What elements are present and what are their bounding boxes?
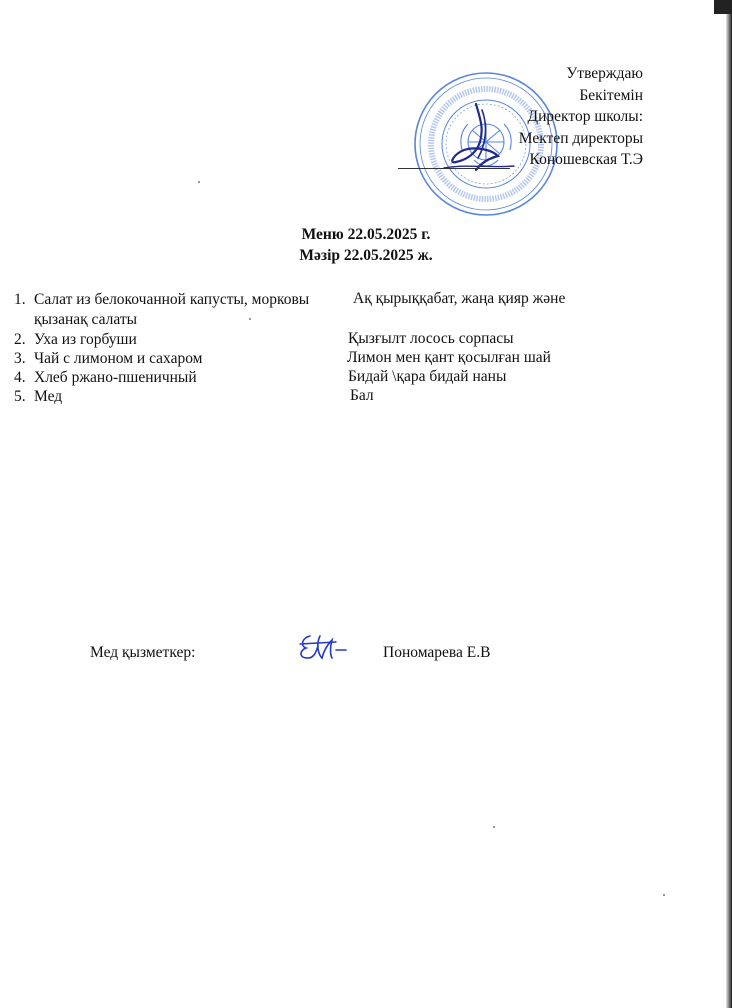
menu-item-ru	[14, 330, 137, 350]
approval-line: Бекітемін	[579, 86, 643, 104]
approval-line: Утверждаю	[566, 65, 643, 82]
scan-speck	[198, 181, 200, 183]
menu-item-text: Чай с лимоном и сахаром	[34, 350, 203, 367]
menu-item-number: 4.	[14, 369, 26, 386]
menu-item-text: Хлеб ржано-пшеничный	[34, 369, 197, 386]
scan-edge	[726, 0, 732, 1008]
menu-item-ru	[14, 349, 202, 369]
menu-item-kz: Бидай \қара бидай наны	[348, 368, 507, 385]
menu-item-text: қызанақ салаты	[34, 311, 138, 328]
menu-item-ru	[14, 387, 62, 407]
director-signature-icon	[436, 98, 516, 176]
menu-item-text: Уха из горбуши	[34, 331, 137, 348]
menu-item-text: Мед	[34, 388, 63, 405]
menu-item-kz: Лимон мен қант қосылған шай	[347, 349, 551, 366]
director-name: Коношевская Т.Э	[529, 151, 643, 168]
medical-staff-signature-icon	[296, 630, 348, 662]
menu-item-number: 5.	[14, 388, 26, 405]
menu-title-kz: Мәзір 22.05.2025 ж.	[299, 247, 433, 264]
menu-item-ru	[34, 310, 137, 330]
scan-speck	[663, 894, 665, 896]
menu-item-number: 3.	[14, 350, 26, 367]
scan-corner	[714, 0, 732, 14]
menu-item-text: Салат из белокочанной капусты, морковы	[34, 291, 310, 308]
menu-item-ru	[14, 290, 309, 310]
approval-line: Директор школы:	[527, 108, 643, 125]
scan-speck	[493, 826, 495, 828]
menu-title-ru: Меню 22.05.2025 г.	[301, 226, 431, 243]
signature-line	[398, 168, 510, 169]
approval-block	[519, 63, 643, 171]
medical-staff-label: Мед қызметкер:	[90, 644, 196, 661]
menu-item-kz: Ақ қырыққабат, жаңа қияр және	[353, 290, 566, 307]
menu-item-number: 2.	[14, 331, 26, 348]
approval-line: Мектеп директоры	[518, 129, 643, 147]
menu-item-ru	[14, 368, 197, 388]
menu-item-kz: Бал	[350, 387, 374, 404]
menu-item-kz: Қызғылт лосось сорпасы	[348, 330, 514, 347]
menu-item-number: 1.	[14, 291, 26, 308]
scan-speck	[249, 318, 251, 320]
medical-staff-name: Пономарева Е.В	[383, 644, 491, 661]
